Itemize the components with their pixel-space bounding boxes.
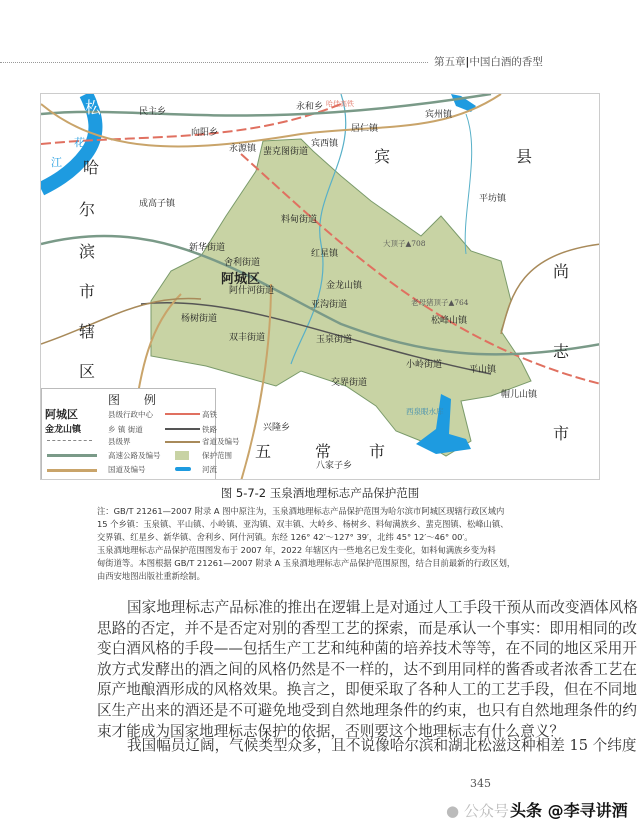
river-label-hua: 花 [74,136,85,149]
para-line: 区生产出来的酒还是不可避免地受到自然地理条件的约束，也只有自然地理条件的约 [97,701,637,719]
place-xiangyang: 向阳乡 [191,128,219,138]
legend-expressway-symbol [47,454,97,457]
place-hongxing: 红星镇 [311,249,339,259]
para-line: 束才能成为国家地理标志保护的依据，否则要这个地理标志有什么意义？ [97,722,565,740]
toutiao-watermark: 头条 @李寻讲酒 [510,801,628,820]
figure-note [97,505,562,583]
legend-county-sample: 阿城区 [45,408,78,421]
chapter-title: 中国白酒的香型 [469,56,543,68]
place-pingfang: 平坊镇 [479,194,507,204]
place-ashihe: 阿什河街道 [229,286,275,296]
place-yuquan: 玉泉街道 [316,335,353,345]
place-sheli: 舍利街道 [224,258,261,268]
wechat-icon: ● [446,802,460,820]
wechat-watermark [446,800,509,821]
place-xiaoling: 小岭街道 [406,360,443,370]
region-shang: 尚 [553,262,570,281]
place-jinlongshan: 金龙山镇 [326,281,363,291]
place-shuangfeng: 双丰街道 [229,333,266,343]
region-wu: 五 [255,442,272,461]
note-line: 甸街道等。本图根据 GB/T 21261—2007 附录 A 玉泉酒地理标志产品保护范围原图，结合目前最新的行政区划， [97,558,516,568]
legend-protect-label: 保护范围 [202,451,232,460]
region-shi-wuchang: 市 [369,442,386,461]
place-liaodian: 料甸街道 [281,215,318,225]
place-feiketu: 蜚克图街道 [263,147,309,157]
legend-hsr-symbol [165,413,200,415]
place-yongyuan: 永源镇 [229,144,257,154]
place-minzhu: 民主乡 [139,107,167,117]
legend-national-symbol [47,469,97,472]
legend-title: 图 例 [108,393,166,407]
map-legend [41,388,240,480]
place-chenggaozi: 成高子镇 [139,199,176,209]
place-xinhua: 新华街道 [189,243,226,253]
legend-rail-symbol [165,428,200,430]
para-line: 我国幅员辽阔，气候类型众多，且不说像哈尔滨和湖北松滋这种相差 15 个纬度 [127,737,637,754]
legend-river-symbol [175,467,191,471]
body-paragraph-2 [97,736,637,757]
place-yonghe: 永和乡 [296,102,324,112]
region-xian: 县 [516,147,533,166]
place-songfengshan: 松峰山镇 [431,316,468,326]
river-label-jiang: 江 [51,156,62,169]
region-shi: 市 [79,282,96,301]
region-ha: 哈 [83,158,100,177]
region-bin: 滨 [79,242,96,261]
legend-provincial-label: 省道及编号 [202,437,240,446]
place-juren: 居仁镇 [351,124,379,134]
region-shi-shangzhi: 市 [553,424,570,443]
body-paragraph-1 [97,598,638,742]
legend-national-label: 国道及编号 [108,465,146,474]
place-binzhou: 宾州镇 [425,110,453,120]
para-line: 变白酒风格的手段——包括生产工艺和纯种菌的培养技术等等，在不同的地区采用开 [97,640,637,658]
note-line: 由西安地图出版社重新绘制。 [97,571,205,581]
legend-expressway-label: 高速公路及编号 [108,451,161,460]
place-bajiazi: 八家子乡 [316,461,353,471]
place-yagou: 亚沟街道 [311,300,348,310]
river-label-song: 松 [85,98,102,117]
legend-protect-symbol [175,451,189,460]
protection-map [40,93,600,480]
legend-boundary-label: 县级界 [108,437,131,446]
legend-county-label: 县级行政中心 [108,410,153,419]
peak-laomuzhu: 老母猪顶子▲764 [411,298,469,307]
place-acheng: 阿城区 [221,272,261,287]
legend-provincial-symbol [165,441,200,443]
legend-town-sample: 金龙山镇 [45,425,82,435]
note-line: 注：GB/T 21261—2007 附录 A 图中原注为，玉泉酒地理标志产品保护范围为哈尔滨市阿城区现辖行政区域内 [97,506,505,516]
para-line: 原产地酿酒形成的风格效果。换言之，即便采取了各种人工的工艺手段，但在不同地 [97,681,637,699]
note-line: 交界镇、红星乡、新华镇、舍利乡、阿什河镇。东经 126° 42′～127° 39′，北纬 45° 12′～46° 00′。 [97,532,473,542]
wechat-watermark-text: 公众号 [463,802,509,820]
place-maoershan: 帽儿山镇 [501,390,538,400]
legend-town-label: 乡 镇 街道 [108,425,143,434]
place-pingshan: 平山镇 [469,365,497,375]
place-binxi: 宾西镇 [311,139,339,149]
hsr-label-hajia: 哈佳高铁 [326,100,354,108]
region-bin-county: 宾 [374,147,391,166]
reservoir-label: 西泉眼水库 [406,407,444,416]
note-line: 15 个乡镇：玉泉镇、平山镇、小岭镇、亚沟镇、双丰镇、大岭乡、杨树乡、料甸满族乡、蜚克图镇、松峰山镇、 [97,519,509,529]
river-east [465,114,472,254]
region-xia: 辖 [79,322,96,341]
para-line: 放方式发酵出的酒之间的风格仍然是不一样的，达不到用同样的酱香或者浓香工艺在 [97,660,637,678]
region-zhi: 志 [553,342,570,361]
place-jiaojie: 交界街道 [331,378,368,388]
region-qu: 区 [79,362,96,381]
region-er: 尔 [79,200,96,219]
running-header: 第五章|中国白酒的香型 [434,56,543,68]
para-line: 思路的否定，并不是否定对别的香型工艺的探索，而是承认一个事实：即用相同的改 [97,619,637,637]
peak-dadingzi: 大顶子▲708 [383,239,426,248]
para-line: 国家地理标志产品标准的推出在逻辑上是对通过人工手段干预从而改变酒体风格 [127,599,638,616]
legend-river-label: 河流 [202,465,217,474]
place-yangshu: 杨树街道 [181,314,218,324]
figure-caption: 图 5-7-2 玉泉酒地理标志产品保护范围 [220,486,420,500]
region-chang: 常 [315,442,332,461]
header-rule [0,62,428,63]
page-number: 345 [470,777,491,790]
chapter-label: 第五章 [434,56,466,68]
legend-rail-label: 铁路 [202,425,217,434]
note-line: 玉泉酒地理标志产品保护范围图发布于 2007 年，2022 年辖区内一些地名已发生变化，如料甸满族乡变为料 [97,545,496,555]
place-xinglong: 兴隆乡 [263,423,291,433]
legend-hsr-label: 高铁 [202,410,217,419]
legend-boundary-symbol [47,440,92,441]
